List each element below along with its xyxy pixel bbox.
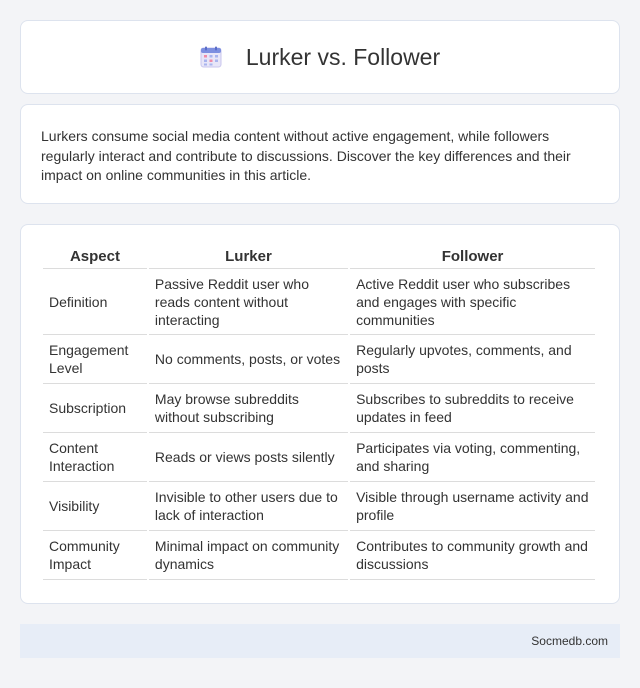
table-cell: Community Impact	[43, 531, 147, 580]
column-header-follower: Follower	[350, 245, 595, 269]
intro-card	[20, 104, 620, 204]
table-cell: Minimal impact on community dynamics	[149, 531, 348, 580]
footer-site-link[interactable]: Socmedb.com	[531, 634, 608, 648]
table-cell: Engagement Level	[43, 335, 147, 384]
calendar-icon	[200, 46, 222, 68]
table-cell: No comments, posts, or votes	[149, 335, 348, 384]
table-row	[43, 384, 595, 433]
table-header-row	[43, 245, 595, 269]
table-cell: Subscribes to subreddits to receive updates in feed	[350, 384, 595, 433]
title-card	[20, 20, 620, 94]
table-row	[43, 335, 595, 384]
footer	[20, 624, 620, 658]
table-cell: Active Reddit user who subscribes and engages with specific communities	[350, 269, 595, 335]
column-header-aspect: Aspect	[43, 245, 147, 269]
table-cell: Subscription	[43, 384, 147, 433]
table-cell: Contributes to community growth and discussions	[350, 531, 595, 580]
table-cell: Regularly upvotes, comments, and posts	[350, 335, 595, 384]
table-row	[43, 482, 595, 531]
table-cell: Visibility	[43, 482, 147, 531]
table-cell: Invisible to other users due to lack of interaction	[149, 482, 348, 531]
table-row	[43, 269, 595, 335]
intro-text: Lurkers consume social media content without active engagement, while followers regularly interact and contribute to discussions. Discover the key differences and their impact on online communities in this article.	[41, 128, 571, 183]
table-cell: Reads or views posts silently	[149, 433, 348, 482]
table-cell: May browse subreddits without subscribing	[149, 384, 348, 433]
table-cell: Content Interaction	[43, 433, 147, 482]
page-title: Lurker vs. Follower	[245, 43, 441, 70]
table-row	[43, 531, 595, 580]
table-cell: Participates via voting, commenting, and sharing	[350, 433, 595, 482]
column-header-lurker: Lurker	[149, 245, 348, 269]
comparison-table	[41, 245, 597, 580]
table-row	[43, 433, 595, 482]
table-cell: Passive Reddit user who reads content without interacting	[149, 269, 348, 335]
table-cell: Definition	[43, 269, 147, 335]
comparison-table-card	[20, 224, 620, 604]
table-cell: Visible through username activity and profile	[350, 482, 595, 531]
